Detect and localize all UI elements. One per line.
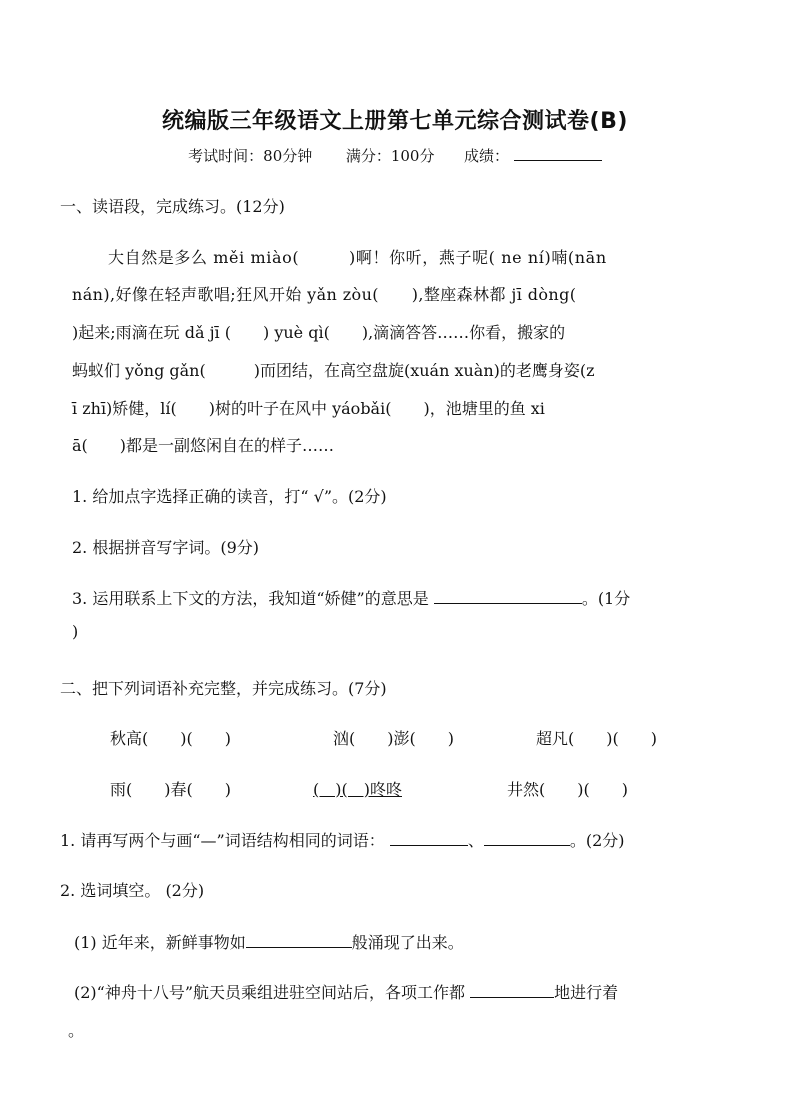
s2-q2-1-text: (1) 近年来，新鲜事物如 [74,933,246,952]
result-label: 成绩： [464,147,510,165]
s2-q2-item-2 [74,980,618,1003]
exam-time: 考试时间：80分钟 [188,147,313,165]
s2-q2-2-blank[interactable] [470,981,554,998]
s1-q3-wrap: ) [72,622,79,641]
s2-q2-1-blank[interactable] [246,931,352,948]
word-fill-3: 超凡( )( ) [536,729,657,748]
s2-q2-2-text: (2)“神舟十八号”航天员乘组进驻空间站后，各项工作都 [74,983,466,1002]
passage-line-6: ā( )都是一副悠闲自在的样子…… [72,436,335,455]
s2-q1-blank-1[interactable] [390,829,468,846]
s2-q1-text: 1. 请再写两个与画“—”词语结构相同的词语： [60,831,385,850]
s2-q2-2-wrap: 。 [68,1021,85,1040]
exam-subtitle [0,144,790,166]
word-fill-1: 秋高( )( ) [110,729,231,748]
s2-question-1 [60,828,625,851]
s1-question-1: 1. 给加点字选择正确的读音，打“ √”。(2分) [72,487,387,506]
s2-q2-2-after: 地进行着 [554,983,619,1002]
exam-title: 统编版三年级语文上册第七单元综合测试卷(B) [162,109,628,134]
s1-q3-score: 。(1分 [581,589,631,608]
word-fill-6: 井然( )( ) [507,780,628,799]
s2-q2-1-after: 般涌现了出来。 [351,933,464,952]
passage-line-4: 蚂蚁们 yǒng gǎn( )而团结，在高空盘旋(xuán xuàn)的老鹰身姿(z [72,361,595,380]
section2-heading: 二、把下列词语补充完整，并完成练习。(7分) [60,679,387,698]
s2-q1-separator: 、 [467,831,484,850]
s2-q1-blank-2[interactable] [484,829,570,846]
word-fill-4: 雨( )春( ) [110,780,231,799]
section1-heading: 一、读语段，完成练习。(12分) [60,197,285,216]
s2-q2-item-1 [74,930,464,953]
word-fill-5-underlined: ( )( )咚咚 [313,780,402,799]
s2-q1-score: 。(2分) [569,831,625,850]
s1-question-3 [72,586,630,609]
s2-question-2: 2. 选词填空。 (2分) [60,881,205,900]
passage-line-5: ī zhī)矫健，lí( )树的叶子在风中 yáobǎi( )，池塘里的鱼 xi [72,399,545,418]
result-blank[interactable] [514,144,602,161]
s1-q3-blank[interactable] [434,587,582,604]
word-fill-2: 汹( )澎( ) [333,729,454,748]
full-score: 满分：100分 [345,147,435,165]
s1-q3-text: 3. 运用联系上下文的方法，我知道“娇健”的意思是 [72,589,429,608]
passage-line-3: )起来;雨滴在玩 dǎ jī ( ) yuè qì( ),滴滴答答……你看，搬家的 [72,323,566,342]
s1-question-2: 2. 根据拼音写字词。(9分) [72,538,260,557]
passage-line-2: nán),好像在轻声歌唱;狂风开始 yǎn zòu( ),整座森林都 jī dòng( [72,285,577,304]
passage-line-1: 大自然是多么 měi miào( )啊！你听，燕子呢( ne ní)喃(nān [108,248,607,267]
